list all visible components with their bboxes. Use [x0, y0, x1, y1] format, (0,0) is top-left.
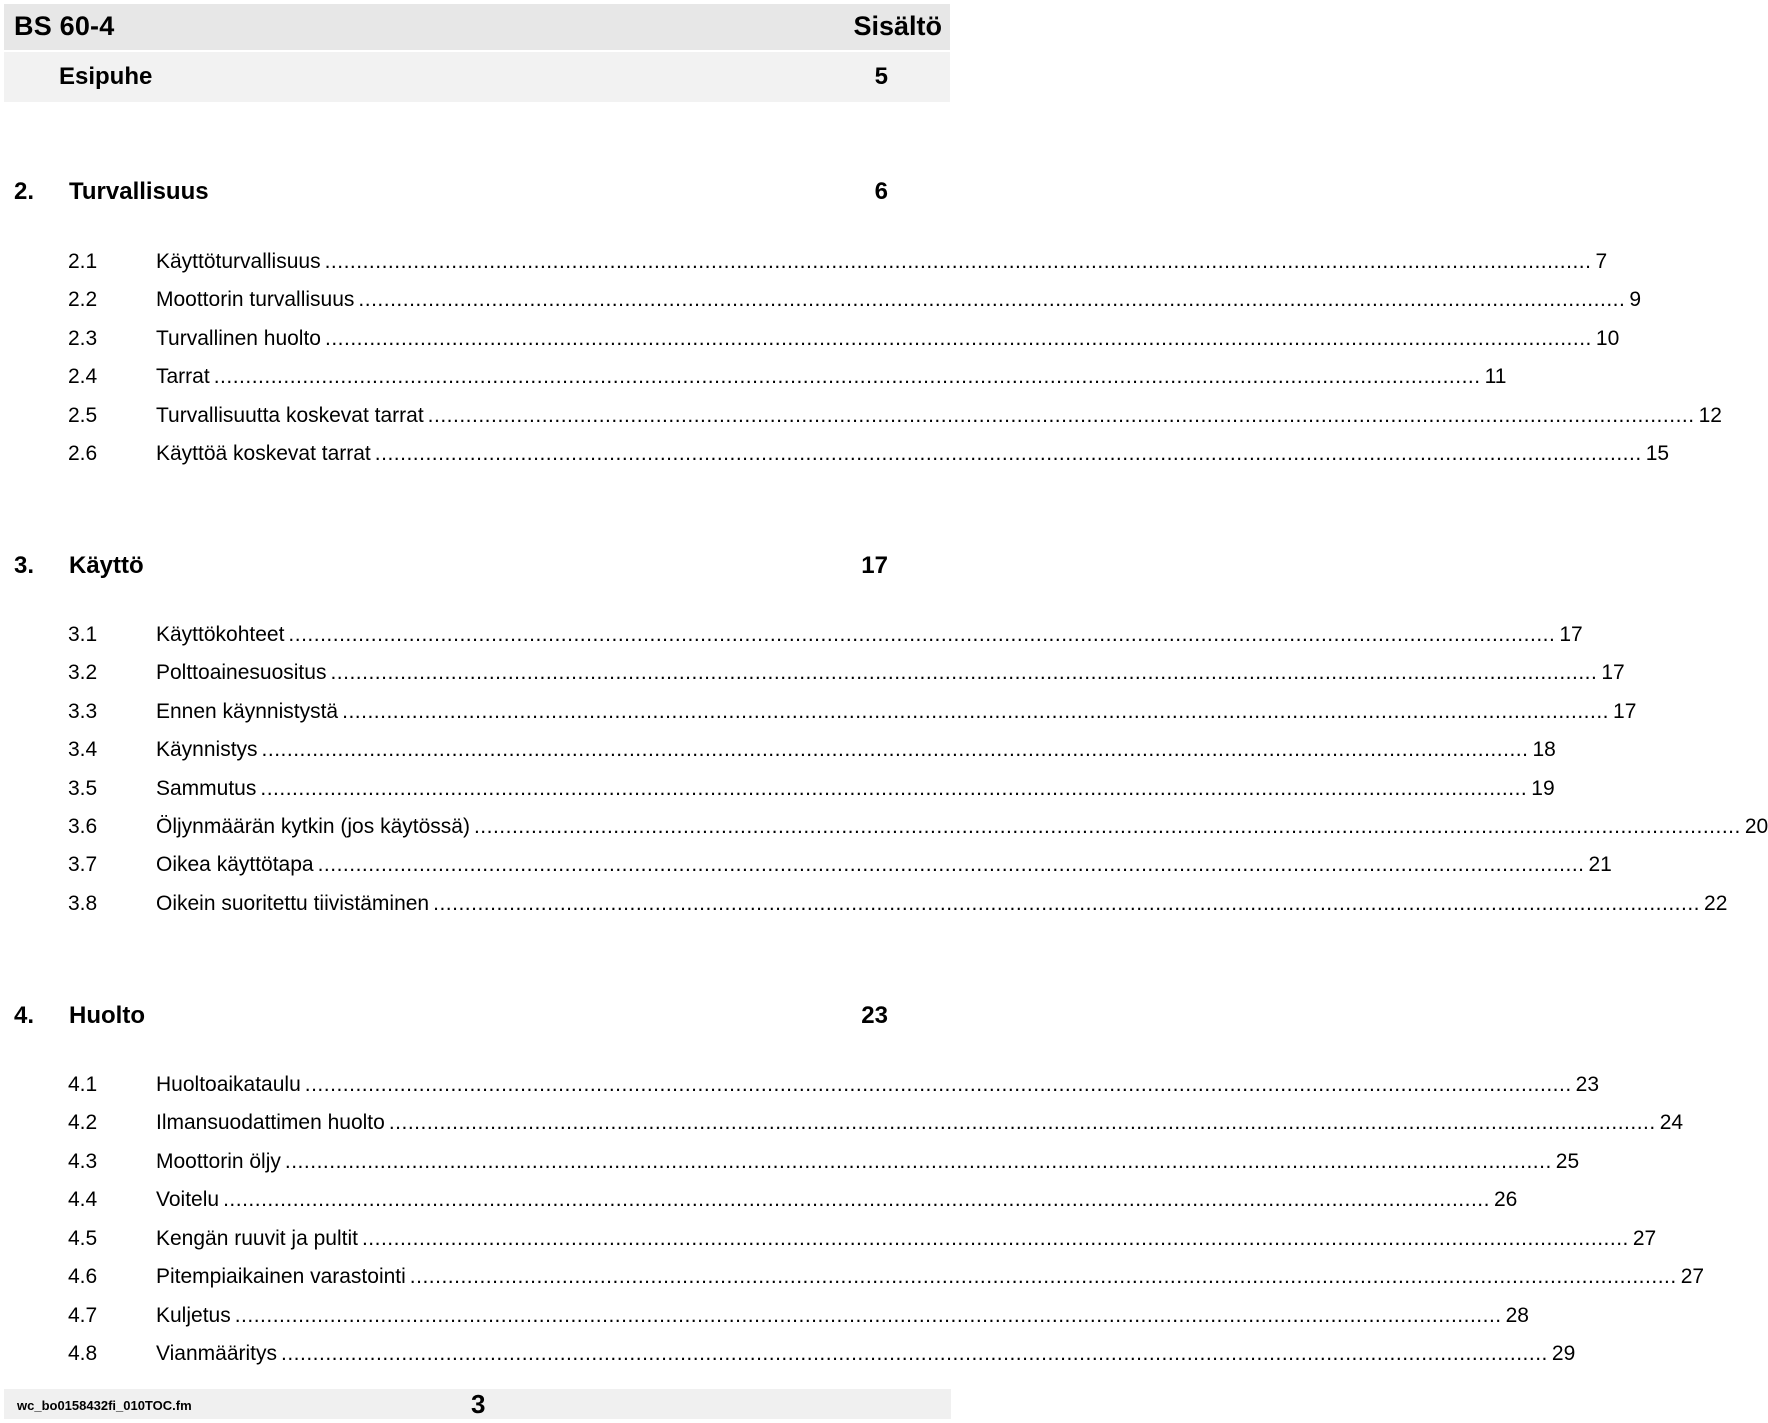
entry-title: Vianmääritys [156, 1342, 277, 1365]
toc-entry[interactable] [68, 250, 1608, 280]
entry-page: 9 [1629, 288, 1642, 311]
entry-number: 4.7 [68, 1304, 98, 1327]
dot-leader: ........................................................................................................................................................................................................ [213, 365, 1481, 388]
entry-number: 3.4 [68, 738, 98, 761]
dot-leader: ........................................................................................................................................................................................................ [342, 700, 1610, 723]
chapter-number: 3. [14, 552, 35, 579]
footer-filename: wc_bo0158432fi_010TOC.fm [17, 1398, 192, 1413]
entry-number: 3.3 [68, 700, 98, 723]
toc-entry[interactable] [68, 661, 1625, 691]
entry-page: 24 [1659, 1111, 1684, 1134]
chapter-page: 23 [861, 1002, 888, 1029]
dot-leader: ........................................................................................................................................................................................................ [324, 250, 1592, 273]
entry-number: 4.4 [68, 1188, 98, 1211]
entry-page: 25 [1555, 1150, 1580, 1173]
dot-leader: ........................................................................................................................................................................................................ [358, 288, 1626, 311]
entry-number: 4.1 [68, 1073, 98, 1096]
entry-number: 4.3 [68, 1150, 98, 1173]
entry-title: Ilmansuodattimen huolto [156, 1111, 385, 1134]
chapter-row[interactable] [14, 552, 888, 586]
toc-entry[interactable] [68, 327, 1620, 357]
toc-entry[interactable] [68, 1150, 1580, 1180]
chapter-title: Huolto [69, 1002, 145, 1029]
entry-page: 12 [1698, 404, 1722, 427]
toc-entry[interactable] [68, 442, 1670, 472]
toc-entry[interactable] [68, 1111, 1684, 1141]
dot-leader: ........................................................................................................................................................................................................ [260, 777, 1528, 800]
entry-number: 3.6 [68, 815, 98, 838]
entry-title: Käynnistys [156, 738, 258, 761]
intro-title: Esipuhe [59, 63, 153, 90]
dot-leader: ........................................................................................................................................................................................................ [261, 738, 1529, 761]
chapter-page: 17 [861, 552, 888, 579]
dot-leader: ........................................................................................................................................................................................................ [288, 623, 1556, 646]
chapter-number: 2. [14, 178, 35, 205]
model-title: BS 60-4 [14, 11, 115, 41]
toc-entry[interactable] [68, 815, 1768, 845]
section-title: Sisältö [853, 11, 942, 41]
entry-page: 10 [1595, 327, 1620, 350]
entry-number: 3.5 [68, 777, 98, 800]
toc-entry[interactable] [68, 738, 1556, 768]
entry-page: 27 [1632, 1227, 1657, 1250]
toc-entry[interactable] [68, 404, 1722, 434]
toc-entry[interactable] [68, 623, 1583, 653]
entry-title: Turvallisuutta koskevat tarrat [156, 404, 424, 427]
entry-title: Sammutus [156, 777, 257, 800]
entry-page: 21 [1588, 853, 1612, 876]
intro-row[interactable] [4, 52, 950, 102]
entry-number: 4.8 [68, 1342, 98, 1365]
dot-leader: ........................................................................................................................................................................................................ [304, 1073, 1572, 1096]
dot-leader: ........................................................................................................................................................................................................ [374, 442, 1642, 465]
entry-title: Oikea käyttötapa [156, 853, 314, 876]
entry-page: 17 [1601, 661, 1625, 684]
intro-page: 5 [874, 63, 888, 90]
entry-number: 3.2 [68, 661, 98, 684]
toc-entry[interactable] [68, 777, 1555, 807]
entry-page: 18 [1532, 738, 1556, 761]
entry-title: Tarrat [156, 365, 210, 388]
chapter-row[interactable] [14, 1002, 888, 1036]
entry-title: Käyttöturvallisuus [156, 250, 321, 273]
dot-leader: ........................................................................................................................................................................................................ [281, 1342, 1548, 1365]
dot-leader: ........................................................................................................................................................................................................ [473, 815, 1741, 838]
entry-title: Kuljetus [156, 1304, 231, 1327]
dot-leader: ........................................................................................................................................................................................................ [427, 404, 1695, 427]
entry-page: 17 [1559, 623, 1583, 646]
entry-number: 2.6 [68, 442, 98, 465]
entry-title: Moottorin turvallisuus [156, 288, 355, 311]
toc-entry[interactable] [68, 892, 1728, 922]
entry-number: 3.1 [68, 623, 98, 646]
toc-entry[interactable] [68, 853, 1612, 883]
header-bar [4, 4, 950, 50]
entry-page: 20 [1744, 815, 1768, 838]
toc-entry[interactable] [68, 365, 1507, 395]
dot-leader: ........................................................................................................................................................................................................ [325, 327, 1592, 350]
entry-title: Ennen käynnistystä [156, 700, 339, 723]
chapter-title: Turvallisuus [69, 178, 209, 205]
chapter-page: 6 [874, 178, 888, 205]
entry-title: Oikein suoritettu tiivistäminen [156, 892, 430, 915]
entry-page: 19 [1531, 777, 1555, 800]
entry-title: Käyttöä koskevat tarrat [156, 442, 371, 465]
entry-title: Pitempiaikainen varastointi [156, 1265, 406, 1288]
footer [4, 1389, 951, 1419]
entry-title: Voitelu [156, 1188, 220, 1211]
dot-leader: ........................................................................................................................................................................................................ [388, 1111, 1656, 1134]
entry-page: 11 [1484, 365, 1507, 388]
chapter-number: 4. [14, 1002, 35, 1029]
dot-leader: ........................................................................................................................................................................................................ [284, 1150, 1552, 1173]
entry-title: Käyttökohteet [156, 623, 285, 646]
entry-number: 3.8 [68, 892, 98, 915]
toc-entry[interactable] [68, 1227, 1657, 1257]
entry-number: 2.4 [68, 365, 98, 388]
dot-leader: ........................................................................................................................................................................................................ [361, 1227, 1629, 1250]
entry-page: 27 [1680, 1265, 1705, 1288]
dot-leader: ........................................................................................................................................................................................................ [317, 853, 1585, 876]
entry-title: Moottorin öljy [156, 1150, 281, 1173]
toc-entry[interactable] [68, 288, 1642, 318]
entry-page: 17 [1613, 700, 1637, 723]
entry-title: Huoltoaikataulu [156, 1073, 301, 1096]
entry-page: 28 [1505, 1304, 1529, 1327]
entry-title: Turvallinen huolto [156, 327, 321, 350]
entry-number: 4.5 [68, 1227, 98, 1250]
entry-page: 22 [1704, 892, 1728, 915]
dot-leader: ........................................................................................................................................................................................................ [234, 1304, 1502, 1327]
toc-entry[interactable] [68, 1073, 1600, 1103]
dot-leader: ........................................................................................................................................................................................................ [433, 892, 1701, 915]
dot-leader: ........................................................................................................................................................................................................ [223, 1188, 1490, 1211]
toc-entry[interactable] [68, 1342, 1576, 1372]
entry-number: 2.3 [68, 327, 98, 350]
chapter-title: Käyttö [69, 552, 144, 579]
entry-number: 2.1 [68, 250, 98, 273]
entry-number: 4.6 [68, 1265, 98, 1288]
entry-title: Öljynmäärän kytkin (jos käytössä) [156, 815, 470, 838]
entry-number: 2.5 [68, 404, 98, 427]
page-number: 3 [471, 1389, 486, 1419]
entry-title: Kengän ruuvit ja pultit [156, 1227, 358, 1250]
entry-page: 29 [1551, 1342, 1576, 1365]
toc-entry[interactable] [68, 1265, 1705, 1295]
entry-number: 3.7 [68, 853, 98, 876]
entry-number: 4.2 [68, 1111, 98, 1134]
dot-leader: ........................................................................................................................................................................................................ [409, 1265, 1677, 1288]
chapter-row[interactable] [14, 178, 888, 212]
toc-entry[interactable] [68, 1304, 1529, 1334]
entry-page: 26 [1493, 1188, 1518, 1211]
entry-number: 2.2 [68, 288, 98, 311]
entry-page: 23 [1575, 1073, 1600, 1096]
dot-leader: ........................................................................................................................................................................................................ [330, 661, 1598, 684]
entry-page: 15 [1645, 442, 1670, 465]
entry-title: Polttoainesuositus [156, 661, 327, 684]
toc-entry[interactable] [68, 700, 1637, 730]
entry-page: 7 [1595, 250, 1608, 273]
toc-entry[interactable] [68, 1188, 1518, 1218]
